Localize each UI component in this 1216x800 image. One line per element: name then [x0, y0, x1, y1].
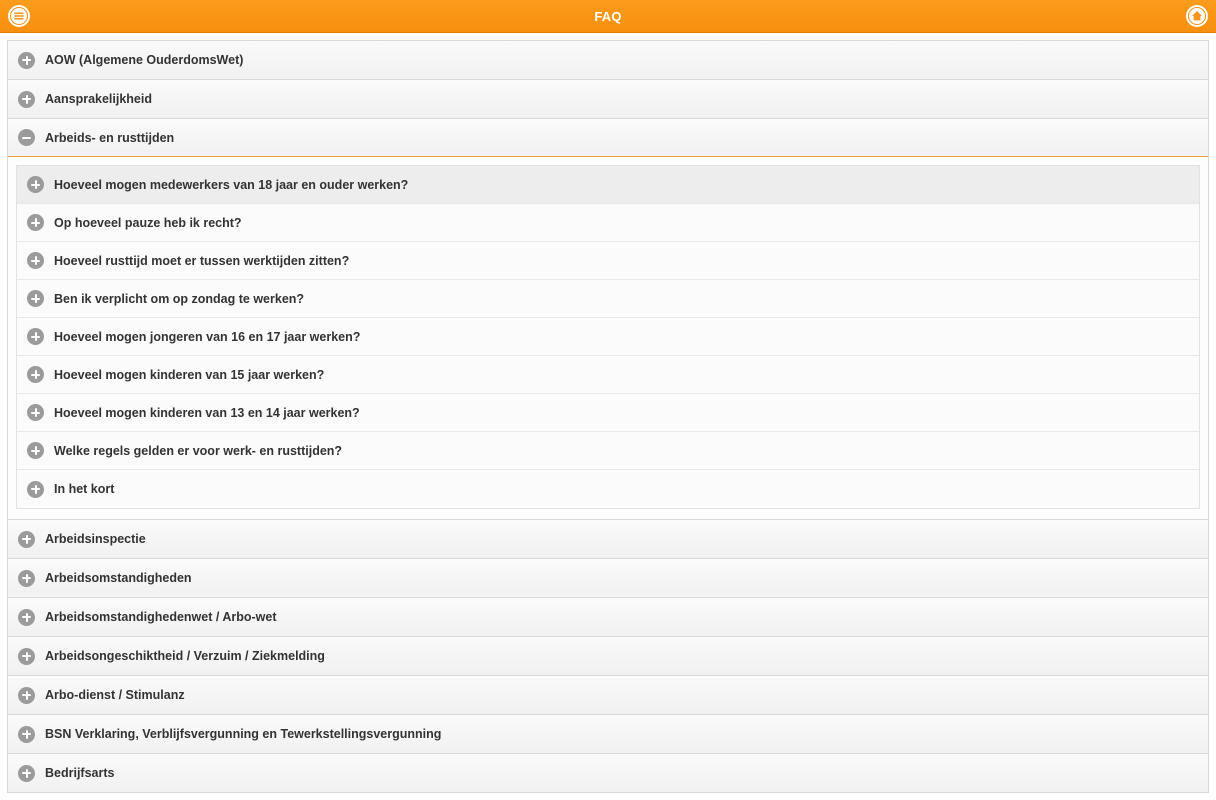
faq-category: [8, 754, 1208, 793]
faq-category-header[interactable]: [8, 598, 1208, 636]
faq-category-header[interactable]: [8, 119, 1208, 157]
faq-question-label: Hoeveel mogen kinderen van 15 jaar werken?: [54, 367, 325, 382]
faq-category-header[interactable]: [8, 520, 1208, 558]
faq-question-label: In het kort: [54, 482, 115, 496]
faq-category-label: Aansprakelijkheid: [45, 92, 152, 106]
faq-category-label: Arbeidsomstandigheden: [45, 571, 192, 585]
faq-question-list: [16, 165, 1200, 509]
plus-icon[interactable]: [27, 481, 44, 498]
plus-icon[interactable]: [27, 290, 44, 307]
plus-icon[interactable]: [18, 91, 35, 108]
plus-icon[interactable]: [27, 366, 44, 383]
faq-category: [8, 637, 1208, 676]
faq-category: [8, 520, 1208, 559]
faq-category-label: BSN Verklaring, Verblijfsvergunning en Tewerkstellingsvergunning: [45, 727, 442, 741]
faq-question-panel: [8, 157, 1208, 519]
plus-icon[interactable]: [18, 570, 35, 587]
plus-icon[interactable]: [27, 252, 44, 269]
plus-icon[interactable]: [27, 404, 44, 421]
faq-question-item[interactable]: [17, 166, 1199, 204]
app-header: [0, 0, 1216, 33]
plus-icon[interactable]: [18, 531, 35, 548]
plus-icon[interactable]: [27, 442, 44, 459]
faq-question-label: Hoeveel mogen kinderen van 13 en 14 jaar werken?: [54, 405, 360, 420]
hamburger-menu-icon: [10, 7, 28, 25]
page-title: FAQ: [594, 8, 622, 24]
faq-category-header[interactable]: [8, 41, 1208, 79]
minus-icon[interactable]: [18, 129, 35, 146]
home-button[interactable]: [1186, 5, 1208, 27]
faq-category-header[interactable]: [8, 80, 1208, 118]
faq-category: [8, 715, 1208, 754]
faq-question-item[interactable]: [17, 470, 1199, 508]
plus-icon[interactable]: [27, 176, 44, 193]
faq-category-header[interactable]: [8, 715, 1208, 753]
plus-icon[interactable]: [18, 687, 35, 704]
faq-category-header[interactable]: [8, 676, 1208, 714]
faq-category-label: Bedrijfsarts: [45, 766, 115, 780]
plus-icon[interactable]: [18, 765, 35, 782]
faq-accordion: [7, 40, 1209, 793]
faq-question-item[interactable]: [17, 204, 1199, 242]
faq-category-label: AOW (Algemene OuderdomsWet): [45, 53, 244, 67]
faq-category: [8, 598, 1208, 637]
plus-icon[interactable]: [27, 328, 44, 345]
faq-category: [8, 559, 1208, 598]
faq-question-item[interactable]: [17, 356, 1199, 394]
plus-icon[interactable]: [27, 214, 44, 231]
faq-category-label: Arbeidsomstandighedenwet / Arbo-wet: [45, 610, 277, 624]
faq-category-header[interactable]: [8, 637, 1208, 675]
faq-question-label: Welke regels gelden er voor werk- en rusttijden?: [54, 443, 343, 458]
faq-category: [8, 676, 1208, 715]
faq-question-label: Op hoeveel pauze heb ik recht?: [54, 215, 242, 230]
faq-category-label: Arbo-dienst / Stimulanz: [45, 688, 185, 702]
faq-question-label: Ben ik verplicht om op zondag te werken?: [54, 291, 305, 306]
faq-category: [8, 41, 1208, 80]
faq-category-header[interactable]: [8, 559, 1208, 597]
faq-category: [8, 119, 1208, 520]
faq-question-item[interactable]: [17, 394, 1199, 432]
plus-icon[interactable]: [18, 609, 35, 626]
faq-question-label: Hoeveel mogen jongeren van 16 en 17 jaar werken?: [54, 329, 361, 344]
hamburger-menu-button[interactable]: [8, 5, 30, 27]
home-icon: [1188, 7, 1206, 25]
faq-question-item[interactable]: [17, 432, 1199, 470]
faq-category-header[interactable]: [8, 754, 1208, 792]
faq-question-item[interactable]: [17, 280, 1199, 318]
faq-question-label: Hoeveel mogen medewerkers van 18 jaar en ouder werken?: [54, 177, 409, 192]
faq-category: [8, 80, 1208, 119]
plus-icon[interactable]: [18, 52, 35, 69]
faq-question-label: Hoeveel rusttijd moet er tussen werktijden zitten?: [54, 253, 350, 268]
faq-category-label: Arbeidsinspectie: [45, 532, 146, 546]
faq-question-item[interactable]: [17, 242, 1199, 280]
plus-icon[interactable]: [18, 726, 35, 743]
faq-page: [0, 33, 1216, 800]
faq-category-label: Arbeids- en rusttijden: [45, 130, 175, 145]
faq-question-item[interactable]: [17, 318, 1199, 356]
faq-category-label: Arbeidsongeschiktheid / Verzuim / Ziekmelding: [45, 649, 325, 663]
plus-icon[interactable]: [18, 648, 35, 665]
